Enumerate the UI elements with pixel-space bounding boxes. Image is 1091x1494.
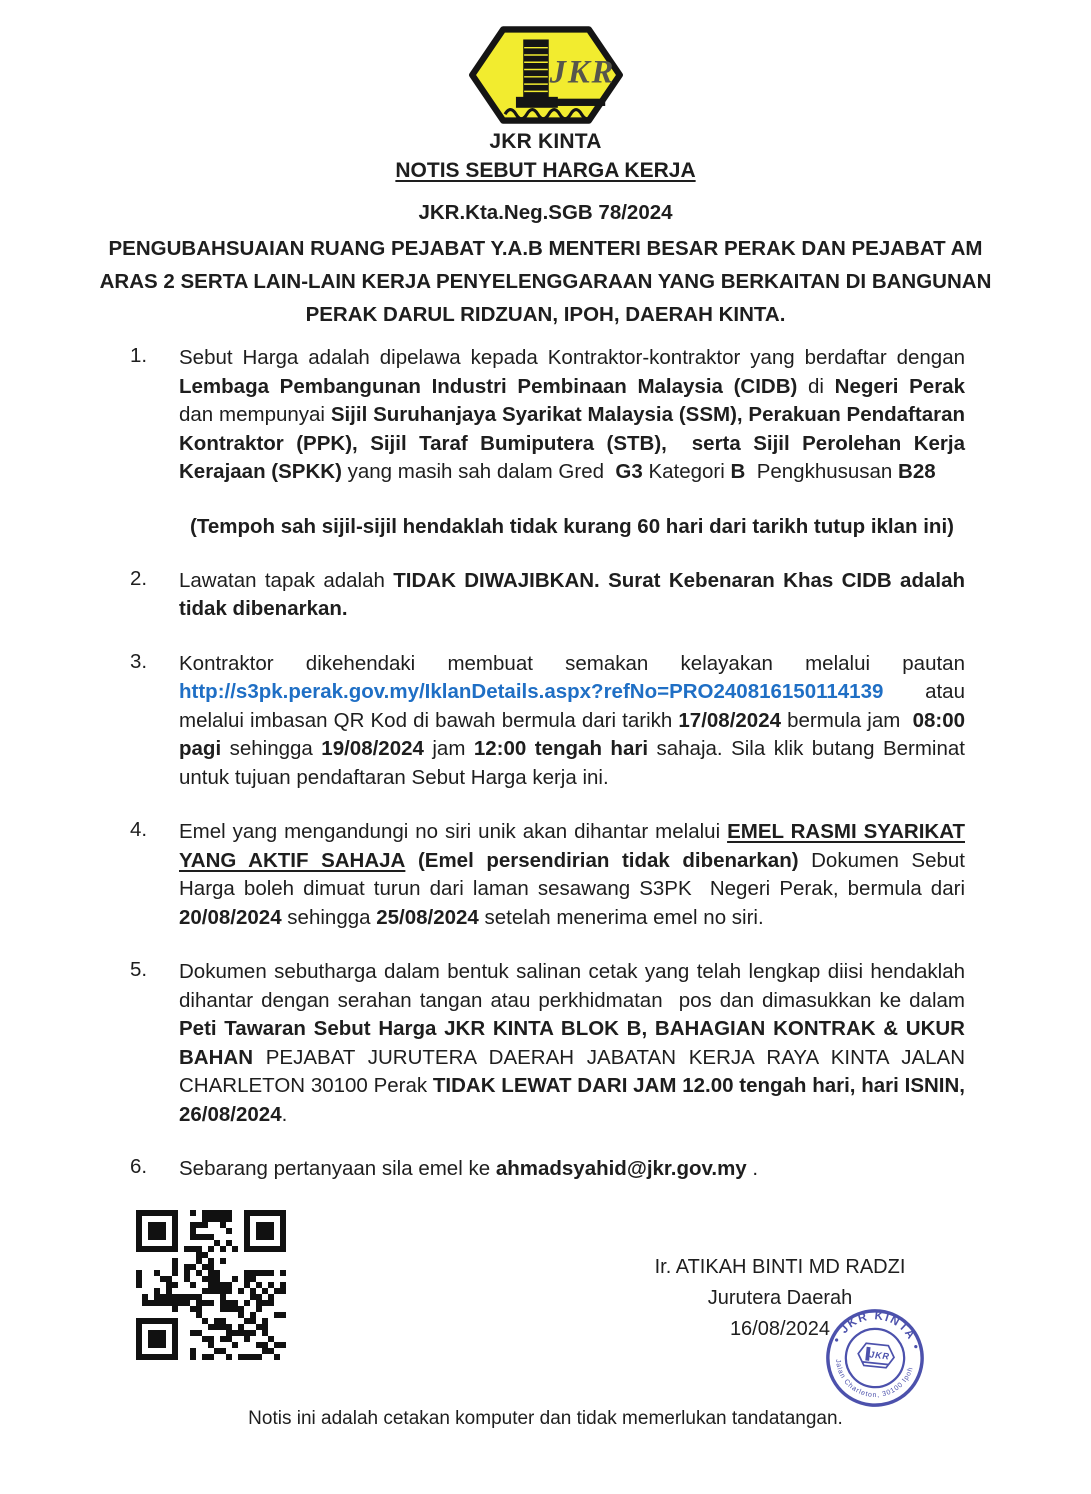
s3pk-qualification-link[interactable]: http://s3pk.perak.gov.my/IklanDetails.aspx?refNo=PRO240816150114139 xyxy=(179,680,884,703)
signature-date: 16/08/2024 xyxy=(729,1317,831,1340)
text-segment: Kontraktor dikehendaki membuat semakan kelayakan melalui pautan xyxy=(179,651,965,675)
text-segment: sahaja. Sila klik butang Berminat untuk tujuan pendaftaran Sebut Harga kerja ini. xyxy=(179,737,965,789)
text-segment: Sijil Suruhanjaya Syarikat Malaysia (SSM), Perakuan Pendaftaran Kontraktor (PPK), Sijil Taraf Bumiputera (STB), serta Sijil Perolehan Kerja Kerajaan (SPKK) xyxy=(179,403,966,483)
signature-block xyxy=(630,1210,930,1399)
text-segment: EMEL RASMI SYARIKAT YANG AKTIF SAHAJA xyxy=(179,820,965,872)
text-segment: Emel yang mengandungi no siri unik akan dihantar melalui xyxy=(179,820,728,843)
text-segment: 19/08/2024 xyxy=(321,737,424,760)
stamp-top-text: • JKR KINTA • xyxy=(831,1309,922,1352)
notice-body xyxy=(0,344,1091,1184)
item-text xyxy=(179,567,965,624)
text-segment: 20/08/2024 xyxy=(179,905,282,929)
text-segment: 08:00 pagi xyxy=(179,708,965,760)
item-text xyxy=(179,650,965,793)
text-segment: Sebut Harga adalah dipelawa kepada Kontraktor-kontraktor yang berdaftar dengan xyxy=(179,346,965,369)
project-title-line-3: PERAK DARUL RIDZUAN, IPOH, DAERAH KINTA. xyxy=(305,303,786,326)
text-segment: Pengkhususan xyxy=(745,460,899,483)
item-text xyxy=(179,818,965,932)
item-number: 4. xyxy=(130,818,148,841)
text-segment xyxy=(405,849,418,872)
item-text xyxy=(179,958,965,1129)
text-segment: TIDAK LEWAT DARI JAM 12.00 tengah hari, hari ISNIN, 26/08/2024 xyxy=(179,1074,965,1126)
text-segment: G3 xyxy=(615,460,643,483)
text-segment: (Emel persendirian tidak dibenarkan) xyxy=(417,848,799,872)
item-text xyxy=(179,1155,965,1184)
item-text xyxy=(179,344,965,487)
org-name: JKR KINTA xyxy=(489,130,602,153)
project-title xyxy=(0,232,1091,331)
signatory-title: Jurutera Daerah xyxy=(707,1286,853,1309)
project-title-line-2: ARAS 2 SERTA LAIN-LAIN KERJA PENYELENGGARAAN YANG BERKAITAN DI BANGUNAN xyxy=(99,270,992,293)
logo-tower-base xyxy=(515,97,557,108)
notice-item-3 xyxy=(130,650,965,793)
bottom-section xyxy=(136,1210,1091,1399)
text-segment: . xyxy=(281,1102,288,1126)
text-segment: Negeri Perak xyxy=(834,374,965,398)
stamp-logo-text: JKR xyxy=(868,1348,891,1362)
text-segment: bermula jam xyxy=(781,708,913,732)
official-stamp xyxy=(815,1298,935,1418)
qr-code xyxy=(136,1210,286,1360)
notice-title: NOTIS SEBUT HARGA KERJA xyxy=(395,159,696,182)
item-number: 1. xyxy=(130,344,148,367)
text-segment: yang masih sah dalam Gred xyxy=(341,460,616,483)
document-header xyxy=(0,0,1091,331)
footer-note: Notis ini adalah cetakan komputer dan tidak memerlukan tandatangan. xyxy=(248,1408,843,1429)
text-segment: sehingga xyxy=(281,905,377,929)
text-segment: 12:00 tengah hari xyxy=(473,737,649,760)
stamp-base-bar xyxy=(863,1361,889,1364)
text-segment: atau melalui imbasan QR Kod di bawah bermula dari tarikh xyxy=(179,680,965,732)
text-segment: Dokumen Sebut Harga boleh dimuat turun dari laman sesawang S3PK Negeri Perak, bermula dari xyxy=(179,848,966,900)
notice-item-1 xyxy=(130,344,965,487)
text-segment: B28 xyxy=(898,460,936,483)
project-title-line-1: PENGUBAHSUAIAN RUANG PEJABAT Y.A.B MENTERI BESAR PERAK DAN PEJABAT AM xyxy=(108,237,983,260)
notice-item-2 xyxy=(130,567,965,624)
notice-item-5 xyxy=(130,958,965,1129)
jkr-logo xyxy=(468,24,624,126)
logo-text: JKR xyxy=(549,54,615,91)
text-segment: Dokumen sebutharga dalam bentuk salinan cetak yang telah lengkap diisi hendaklah dihantar dengan serahan tangan atau perkhidmatan pos dan dimasukkan ke dalam xyxy=(179,960,965,1012)
signatory-name: Ir. ATIKAH BINTI MD RADZI xyxy=(654,1255,906,1278)
notice-item-4 xyxy=(130,818,965,932)
text-segment: Kategori xyxy=(642,460,731,483)
text-segment: dan mempunyai xyxy=(179,403,331,426)
text-segment: Lawatan tapak adalah xyxy=(179,568,394,592)
text-segment: di xyxy=(797,374,835,398)
text-segment: B xyxy=(730,460,746,483)
text-segment: setelah menerima emel no siri. xyxy=(478,905,764,929)
text-segment: Peti Tawaran Sebut Harga JKR KINTA BLOK B, BAHAGIAN KONTRAK & UKUR BAHAN xyxy=(179,1017,965,1069)
notice-item-6 xyxy=(130,1155,965,1184)
text-segment: TIDAK DIWAJIBKAN. Surat Kebenaran Khas CIDB adalah tidak dibenarkan. xyxy=(179,568,965,620)
stamp-bottom-text: Jalan Charleton, 30100 Ipoh xyxy=(833,1358,915,1399)
text-segment: 17/08/2024 xyxy=(678,708,782,732)
text-segment: ahmadsyahid@jkr.gov.my xyxy=(495,1157,747,1180)
item-number: 5. xyxy=(130,958,148,981)
text-segment: . xyxy=(746,1157,759,1180)
item-number: 3. xyxy=(130,649,148,673)
reference-number: JKR.Kta.Neg.SGB 78/2024 xyxy=(418,201,673,224)
text-segment: PEJABAT JURUTERA DAERAH JABATAN KERJA RAYA KINTA JALAN CHARLETON 30100 Perak xyxy=(179,1045,965,1097)
text-segment: Sebarang pertanyaan sila emel ke xyxy=(179,1157,496,1180)
item-number: 2. xyxy=(130,566,148,590)
validity-note: (Tempoh sah sijil-sijil hendaklah tidak kurang 60 hari dari tarikh tutup iklan ini) xyxy=(190,514,954,538)
text-segment: sehingga xyxy=(221,737,322,760)
text-segment: 25/08/2024 xyxy=(376,905,479,929)
logo-base-bar xyxy=(556,99,605,106)
text-segment: Lembaga Pembangunan Industri Pembinaan Malaysia (CIDB) xyxy=(179,374,798,398)
text-segment: jam xyxy=(423,737,474,760)
item-number: 6. xyxy=(130,1155,148,1178)
